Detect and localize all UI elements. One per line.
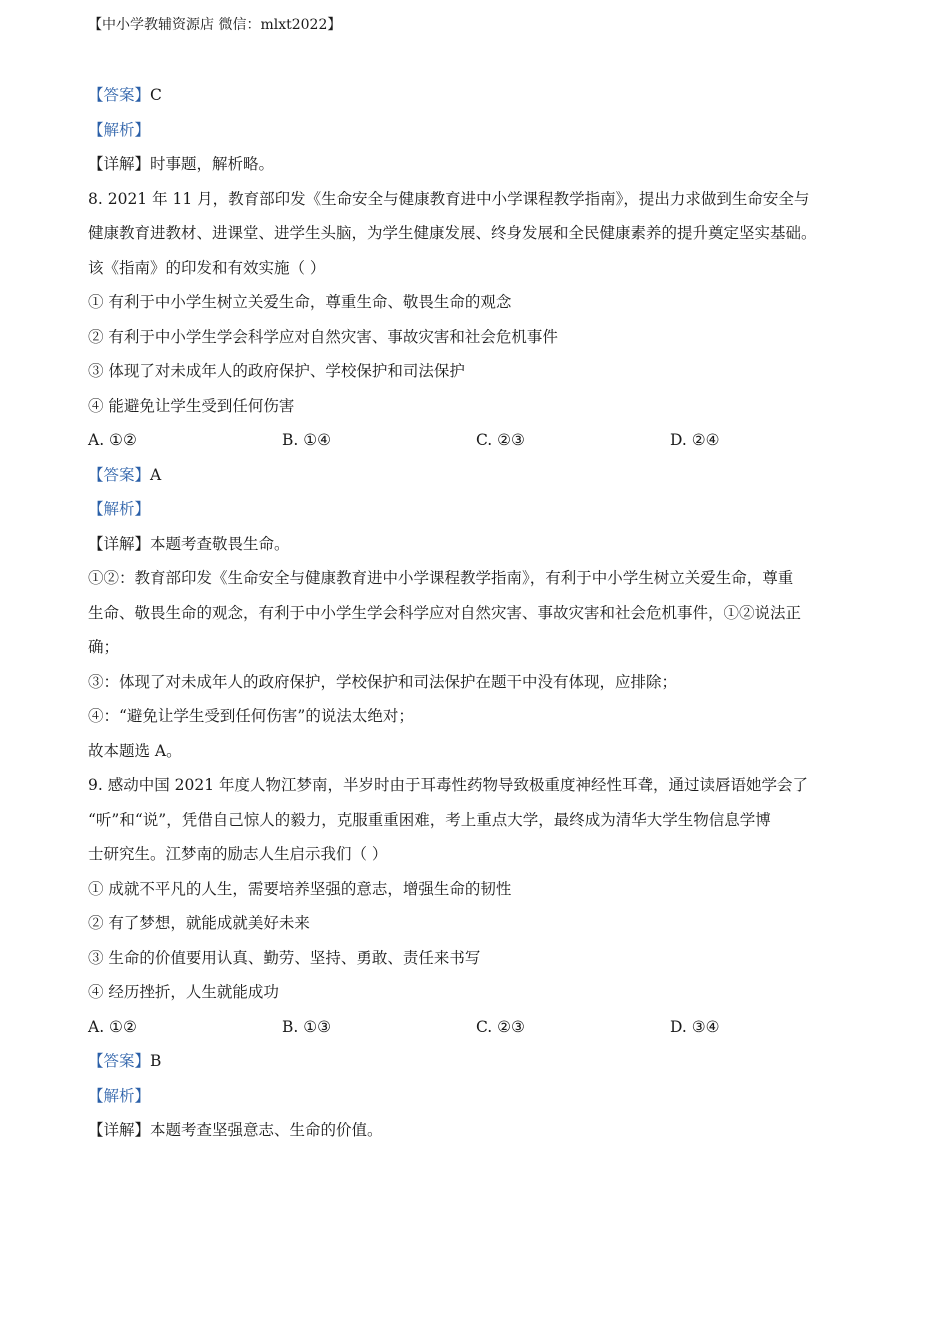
q8-detail-line: 确；: [88, 638, 120, 656]
q8-statement: ④ 能避免让学生受到任何伤害: [88, 396, 295, 415]
q8-stem-line: 8. 2021 年 11 月，教育部印发《生命安全与健康教育进中小学课程教学指南》，提出力求做到生命安全与: [88, 189, 810, 208]
q8-statement: ① 有利于中小学生树立关爱生命，尊重生命、敬畏生命的观念: [88, 293, 512, 311]
q9-statement: ② 有了梦想，就能成就美好未来: [88, 914, 310, 932]
page-header: 【中小学教辅资源店 微信：mlxt2022】: [88, 17, 342, 33]
answer-value: B: [150, 1052, 162, 1070]
q9-statement: ④ 经历挫折，人生就能成功: [88, 983, 279, 1001]
q8-options: [88, 423, 878, 458]
q9-stem-line: “听”和“说”，凭借自己惊人的毅力，克服重重困难，考上重点大学，最终成为清华大学生物信息学博: [88, 810, 771, 829]
answer-value: A: [150, 465, 162, 484]
q8-statement: ③ 体现了对未成年人的政府保护、学校保护和司法保护: [88, 362, 465, 380]
q9-detail-line: 【详解】本题考查坚强意志、生命的价值。: [88, 1121, 383, 1139]
q8-option-c: C. ②③: [476, 431, 525, 449]
q8-detail-line: 【详解】本题考查敬畏生命。: [88, 534, 290, 553]
q8-detail-line: 生命、敬畏生命的观念，有利于中小学生学会科学应对自然灾害、事故灾害和社会危机事件，①②说法正: [88, 603, 802, 622]
analysis-label: 【解析】: [88, 120, 151, 139]
answer-label: 【答案】: [88, 86, 151, 104]
q9-answer-line: [88, 1044, 878, 1079]
q8-answer-line: [88, 458, 878, 493]
q8-statement: ② 有利于中小学生学会科学应对自然灾害、事故灾害和社会危机事件: [88, 327, 558, 346]
q8-option-b: B. ①④: [282, 431, 332, 449]
q9-stem-line: 士研究生。江梦南的励志人生启示我们（ ）: [88, 845, 388, 863]
answer-line: [88, 78, 878, 113]
q9-analysis-label: 【解析】: [88, 1086, 151, 1105]
q8-option-a: A. ①②: [88, 431, 137, 449]
document-body: [88, 78, 878, 1148]
q8-detail-line: ④：“避免让学生受到任何伤害”的说法太绝对；: [88, 707, 414, 725]
q9-option-d: D. ③④: [670, 1017, 720, 1036]
answer-value: C: [150, 86, 162, 104]
answer-label: 【答案】: [88, 1052, 151, 1070]
q8-analysis-label: 【解析】: [88, 500, 151, 518]
q8-detail-line: ①②：教育部印发《生命安全与健康教育进中小学课程教学指南》，有利于中小学生树立关爱生命，尊重: [88, 569, 794, 587]
q9-statement: ① 成就不平凡的人生，需要培养坚强的意志，增强生命的韧性: [88, 879, 512, 898]
q8-stem-line: 该《指南》的印发和有效实施（ ）: [88, 258, 326, 277]
q8-detail-line: 故本题选 A。: [88, 741, 182, 760]
q8-option-d: D. ②④: [670, 431, 720, 449]
q9-option-a: A. ①②: [88, 1017, 137, 1036]
answer-label: 【答案】: [88, 465, 151, 484]
q9-stem-line: 9. 感动中国 2021 年度人物江梦南，半岁时由于耳毒性药物导致极重度神经性耳聋，通过读唇语她学会了: [88, 776, 809, 794]
q9-option-b: B. ①③: [282, 1017, 332, 1036]
q9-options: [88, 1010, 878, 1045]
q8-detail-line: ③：体现了对未成年人的政府保护，学校保护和司法保护在题干中没有体现，应排除；: [88, 672, 678, 691]
q9-statement: ③ 生命的价值要用认真、勤劳、坚持、勇敢、责任来书写: [88, 948, 481, 967]
detail-line: 【详解】时事题，解析略。: [88, 155, 275, 173]
q8-stem-line: 健康教育进教材、进课堂、进学生头脑，为学生健康发展、终身发展和全民健康素养的提升奠定坚实基础。: [88, 224, 817, 242]
q9-option-c: C. ②③: [476, 1017, 525, 1036]
